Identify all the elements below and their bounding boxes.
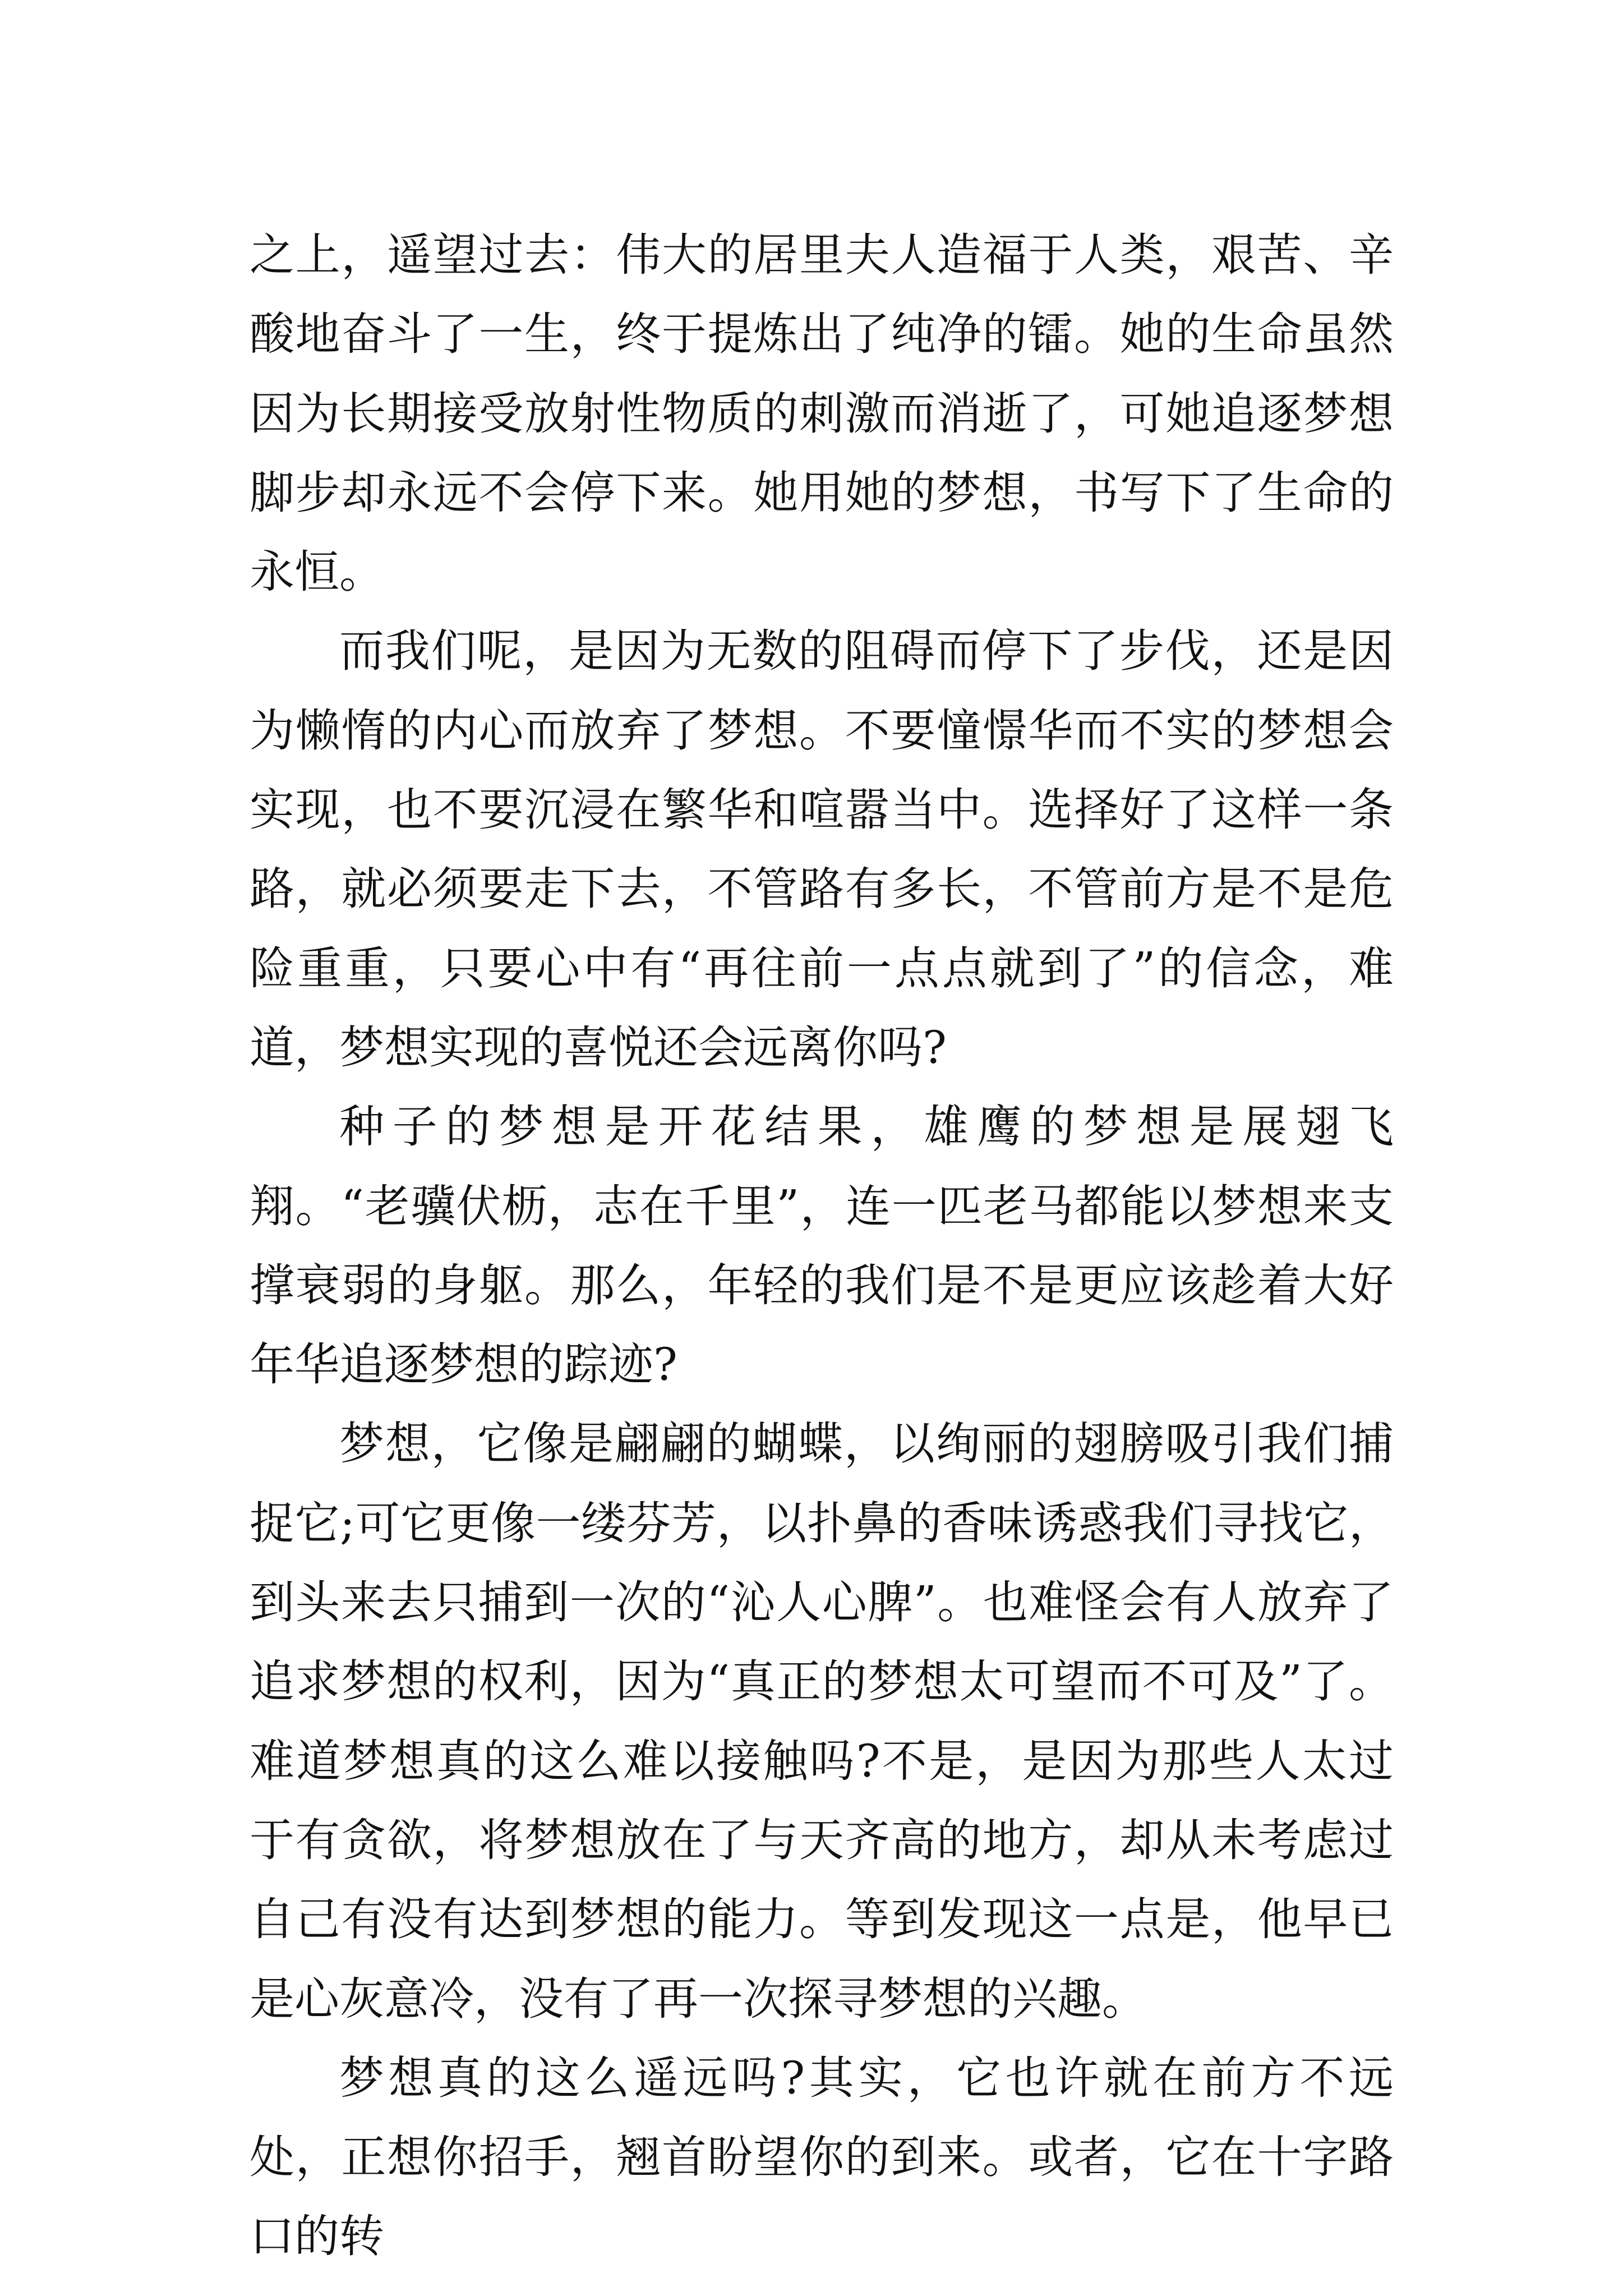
paragraph-5: 梦想真的这么遥远吗?其实，它也许就在前方不远处，正想你招手，翘首盼望你的到来。或者，它在十字路口的转	[250, 2051, 1394, 2263]
paragraph-1: 之上，遥望过去：伟大的居里夫人造福于人类，艰苦、辛酸地奋斗了一生，终于提炼出了纯净的镭。她的生命虽然因为长期接受放射性物质的刺激而消逝了，可她追逐梦想脚步却永远不会停下来。她用她的梦想，书写下了生命的永恒。	[250, 229, 1394, 599]
body-text	[250, 215, 1394, 2276]
paragraph-2: 而我们呢，是因为无数的阻碍而停下了步伐，还是因为懒惰的内心而放弃了梦想。不要憧憬华而不实的梦想会实现，也不要沉浸在繁华和喧嚣当中。选择好了这样一条路，就必须要走下去，不管路有多长，不管前方是不是危险重重，只要心中有“再往前一点点就到了”的信念，难道，梦想实现的喜悦还会远离你吗?	[250, 625, 1394, 1074]
paragraph-4: 梦想，它像是翩翩的蝴蝶，以绚丽的翅膀吸引我们捕捉它;可它更像一缕芬芳，以扑鼻的香味诱惑我们寻找它，到头来去只捕到一次的“沁人心脾”。也难怪会有人放弃了追求梦想的权利，因为“真正的梦想太可望而不可及”了。难道梦想真的这么难以接触吗?不是，是因为那些人太过于有贪欲，将梦想放在了与天齐高的地方，却从未考虑过自己有没有达到梦想的能力。等到发现这一点是，他早已是心灰意冷，没有了再一次探寻梦想的兴趣。	[250, 1418, 1394, 2025]
paragraph-3: 种子的梦想是开花结果，雄鹰的梦想是展翅飞翔。“老骥伏枥，志在千里”，连一匹老马都能以梦想来支撑衰弱的身躯。那么，年轻的我们是不是更应该趁着大好年华追逐梦想的踪迹?	[250, 1101, 1394, 1391]
